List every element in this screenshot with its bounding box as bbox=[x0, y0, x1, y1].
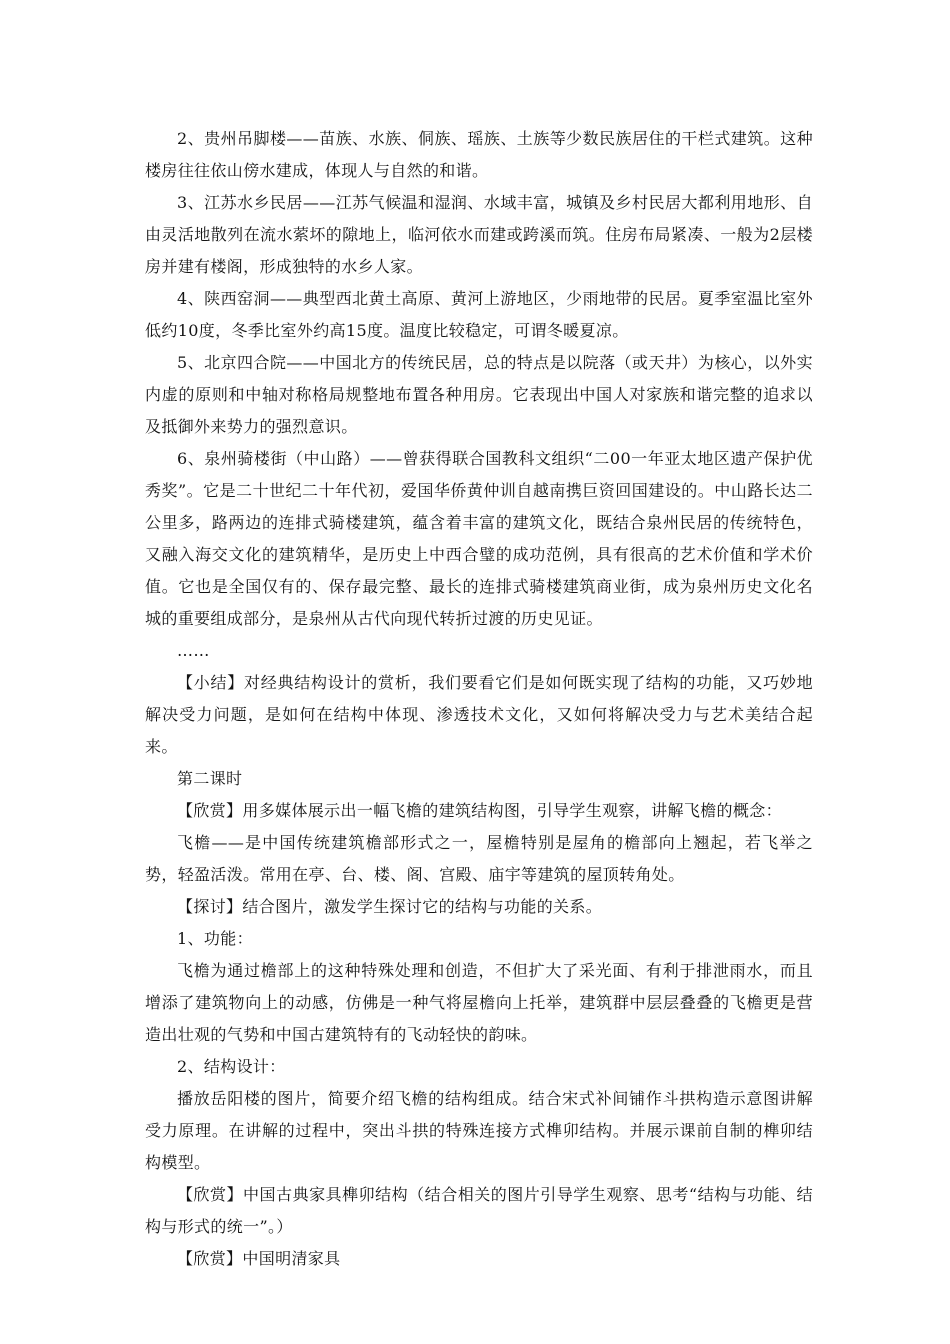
ellipsis-line: …… bbox=[177, 641, 210, 660]
paragraph-summary: 【小结】对经典结构设计的赏析，我们要看它们是如何既实现了结构的功能，又巧妙地解决受力问题，是如何在结构中体现、渗透技术文化，又如何将解决受力与艺术美结合起来。 bbox=[145, 673, 813, 756]
subheading-structure-design: 2、结构设计： bbox=[177, 1057, 286, 1076]
paragraph-function-detail: 飞檐为通过檐部上的这种特殊处理和创造，不但扩大了采光面、有利于排泄雨水，而且增添了建筑物向上的动感，仿佛是一种气将屋檐向上托举，建筑群中层层叠叠的飞檐更是营造出壮观的气势和中国古建筑特有的飞动轻快的韵味。 bbox=[145, 961, 813, 1044]
paragraph-discussion: 【探讨】结合图片，激发学生探讨它的结构与功能的关系。 bbox=[177, 897, 603, 916]
paragraph-beijing-siheyuan: 5、北京四合院——中国北方的传统民居，总的特点是以院落（或天井）为核心，以外实内虚的原则和中轴对称格局规整地布置各种用房。它表现出中国人对家族和谐完整的追求以及抵御外来势力的强烈意识。 bbox=[145, 353, 813, 436]
paragraph-appreciate-feiyan: 【欣赏】用多媒体展示出一幅飞檐的建筑结构图，引导学生观察，讲解飞檐的概念： bbox=[177, 801, 782, 820]
document-body bbox=[145, 123, 813, 1275]
paragraph-appreciate-ming-qing: 【欣赏】中国明清家具 bbox=[177, 1249, 341, 1268]
paragraph-guizhou-diaojiaolou: 2、贵州吊脚楼——苗族、水族、侗族、瑶族、土族等少数民族居住的干栏式建筑。这种楼房往往依山傍水建成，体现人与自然的和谐。 bbox=[145, 129, 813, 180]
paragraph-appreciate-furniture-joinery: 【欣赏】中国古典家具榫卯结构（结合相关的图片引导学生观察、思考“结构与功能、结构与形式的统一”。） bbox=[145, 1185, 813, 1236]
section-heading-second-lesson: 第二课时 bbox=[177, 769, 243, 788]
paragraph-quanzhou-qilou: 6、泉州骑楼街（中山路）——曾获得联合国教科文组织“二00一年亚太地区遗产保护优秀奖”。它是二十世纪二十年代初，爱国华侨黄仲训自越南携巨资回国建设的。中山路长达二公里多，路两边的连排式骑楼建筑，蕴含着丰富的建筑文化，既结合泉州民居的传统特色，又融入海交文化的建筑精华，是历史上中西合璧的成功范例，具有很高的艺术价值和学术价值。它也是全国仅有的、保存最完整、最长的连排式骑楼建筑商业街，成为泉州历史文化名城的重要组成部分，是泉州从古代向现代转折过渡的历史见证。 bbox=[145, 449, 813, 628]
paragraph-shaanxi-yaodong: 4、陕西窑洞——典型西北黄土高原、黄河上游地区，少雨地带的民居。夏季室温比室外低约10度，冬季比室外约高15度。温度比较稳定，可谓冬暖夏凉。 bbox=[145, 289, 813, 340]
paragraph-structure-detail: 播放岳阳楼的图片，简要介绍飞檐的结构组成。结合宋式补间铺作斗拱构造示意图讲解受力原理。在讲解的过程中，突出斗拱的特殊连接方式榫卯结构。并展示课前自制的榫卯结构模型。 bbox=[145, 1089, 813, 1172]
subheading-function: 1、功能： bbox=[177, 929, 253, 948]
paragraph-feiyan-definition: 飞檐——是中国传统建筑檐部形式之一，屋檐特别是屋角的檐部向上翘起，若飞举之势，轻盈活泼。常用在亭、台、楼、阁、宫殿、庙宇等建筑的屋顶转角处。 bbox=[145, 833, 813, 884]
paragraph-jiangsu-shuixiang: 3、江苏水乡民居——江苏气候温和湿润、水域丰富，城镇及乡村民居大都利用地形、自由灵活地散列在流水萦坏的隙地上，临河依水而建或跨溪而筑。住房布局紧凑、一般为2层楼房并建有楼阁，形成独特的水乡人家。 bbox=[145, 193, 813, 276]
